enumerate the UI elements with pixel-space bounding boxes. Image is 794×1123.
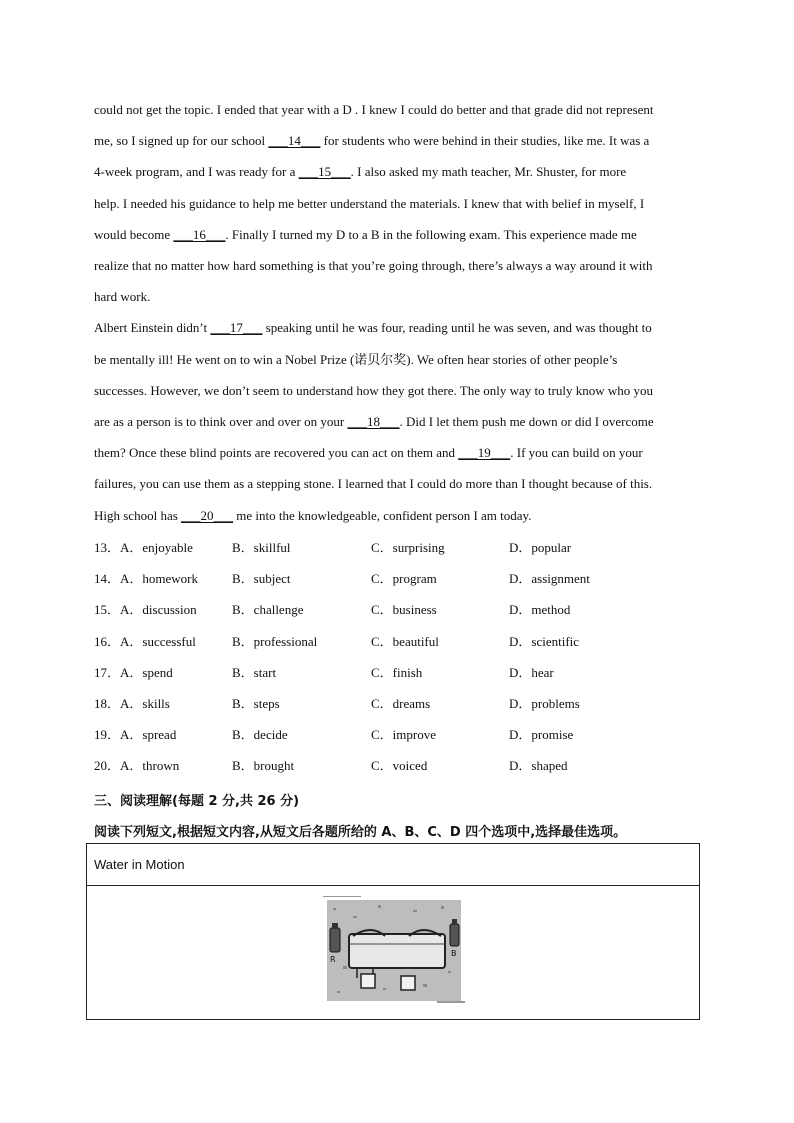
option-b: B．professional [232, 633, 318, 649]
option-d: D．scientific [509, 633, 580, 649]
question-number-and-option-a [94, 571, 198, 587]
passage-text: them? Once these blind points are recovered you can act on them and [94, 445, 459, 461]
passage-line [94, 289, 150, 305]
option-a: A．discussion [120, 602, 197, 618]
option-b: B．brought [232, 758, 295, 774]
question-number: 16． [94, 633, 121, 649]
option-a: A．homework [120, 571, 199, 587]
passage-line [94, 508, 531, 524]
reading-table [86, 843, 700, 1020]
passage-text: me into the knowledgeable, confident person I am today. [233, 507, 532, 523]
passage-line [94, 414, 654, 430]
option-d: D．problems [509, 696, 580, 711]
option-c: C．surprising [371, 540, 445, 555]
passage-text: speaking until he was four, reading until he was seven, and was thought to [262, 320, 652, 336]
option-a: A．successful [120, 633, 196, 649]
passage-text: . If you can build on your [510, 445, 643, 461]
option-c: C．improve [371, 727, 436, 743]
question-number: 14． [94, 571, 121, 587]
passage-text: successes. However, we don’t seem to understand how they got there. The only way to truly know who you [94, 382, 653, 398]
passage-line [94, 133, 649, 149]
option-d: D．method [509, 602, 571, 618]
question-number: 15． [94, 602, 121, 618]
option-a: A．spread [120, 727, 177, 743]
passage-text: be mentally ill! He went on to win a Nobel Prize (诺贝尔奖). We often hear stories of other people’s [94, 351, 618, 367]
passage-line [94, 352, 617, 368]
answer-blank: ___19___ [458, 445, 511, 461]
option-b: B．challenge [232, 602, 304, 618]
option-d: D．popular [509, 540, 572, 555]
option-a: A．skills [120, 696, 170, 711]
figure-label-left: R [330, 955, 336, 964]
passage-text: failures, you can use them as a stepping stone. I learned that I could do more than I thought because of this. [94, 476, 653, 492]
passage-text: help. I needed his guidance to help me better understand the materials. I knew that with belief in myself, I [94, 195, 645, 211]
answer-blank: ___17___ [210, 320, 263, 336]
option-a: A．spend [120, 664, 173, 680]
passage-line [94, 383, 653, 399]
option-c: C．voiced [371, 758, 428, 774]
figure-label-right: B [451, 949, 457, 958]
passage-line [94, 445, 643, 461]
option-b: B．skillful [232, 540, 291, 555]
passage-text: are as a person is to think over and over on your [94, 414, 348, 429]
reading-title: Water in Motion [94, 857, 185, 872]
option-b: B．decide [232, 727, 288, 743]
question-number: 20． [94, 758, 121, 774]
passage-line [94, 320, 652, 336]
question-number-and-option-a [94, 758, 179, 774]
question-number: 17． [94, 664, 121, 680]
passage-line [94, 476, 652, 492]
option-c: C．business [371, 602, 437, 618]
passage-line [94, 164, 626, 180]
answer-blank: ___18___ [347, 414, 400, 429]
option-b: B．start [232, 664, 277, 680]
passage-text: me, so I signed up for our school [94, 133, 269, 149]
option-b: B．subject [232, 571, 291, 587]
option-a: A．thrown [120, 758, 180, 774]
question-number: 19． [94, 727, 121, 743]
option-c: C．dreams [371, 696, 431, 711]
option-c: C．beautiful [371, 633, 439, 649]
passage-text: High school has [94, 507, 182, 523]
passage-text: . Did I let them push me down or did I overcome [399, 414, 654, 429]
option-d: D．hear [509, 664, 554, 680]
question-number: 13． [94, 540, 121, 555]
question-number-and-option-a [94, 634, 196, 650]
section-instruction: 阅读下列短文,根据短文内容,从短文后各题所给的 A、B、C、D 四个选项中,选择最佳选项。 [94, 825, 627, 840]
option-d: D．assignment [509, 571, 590, 587]
answer-blank: ___20___ [181, 507, 234, 523]
question-number-and-option-a [94, 696, 170, 712]
passage-line [94, 102, 654, 118]
passage-text: 4-week program, and I was ready for a [94, 164, 299, 180]
question-number-and-option-a [94, 727, 176, 743]
passage-line [94, 258, 653, 274]
passage-text: . I also asked my math teacher, Mr. Shuster, for more [350, 164, 627, 180]
option-c: C．program [371, 571, 437, 587]
passage-line [94, 227, 637, 243]
passage-text: Albert Einstein didn’t [94, 320, 211, 336]
option-a: A．enjoyable [120, 540, 193, 555]
experiment-figure [323, 896, 465, 1004]
answer-blank: ___15___ [298, 164, 351, 180]
option-b: B．steps [232, 696, 280, 711]
passage-text: . Finally I turned my D to a B in the following exam. This experience made me [225, 226, 637, 242]
passage-text: realize that no matter how hard something is that you’re going through, there’s always a way around it with [94, 258, 653, 273]
option-d: D．promise [509, 727, 574, 743]
option-d: D．shaped [509, 758, 568, 774]
reading-title-cell [87, 844, 699, 886]
answer-blank: ___14___ [268, 133, 321, 149]
passage-text: hard work. [94, 289, 151, 305]
passage-text: for students who were behind in their studies, like me. It was a [320, 133, 650, 149]
section-heading: 三、阅读理解(每题 2 分,共 26 分) [94, 794, 300, 809]
option-c: C．finish [371, 664, 423, 680]
question-number-and-option-a [94, 540, 193, 556]
question-number: 18． [94, 696, 121, 711]
passage-line [94, 196, 644, 212]
question-number-and-option-a [94, 665, 173, 681]
question-number-and-option-a [94, 602, 197, 618]
passage-text: could not get the topic. I ended that year with a D . I knew I could do better and that grade did not represent [94, 102, 654, 117]
passage-text: would become [94, 226, 174, 242]
answer-blank: ___16___ [173, 226, 226, 242]
